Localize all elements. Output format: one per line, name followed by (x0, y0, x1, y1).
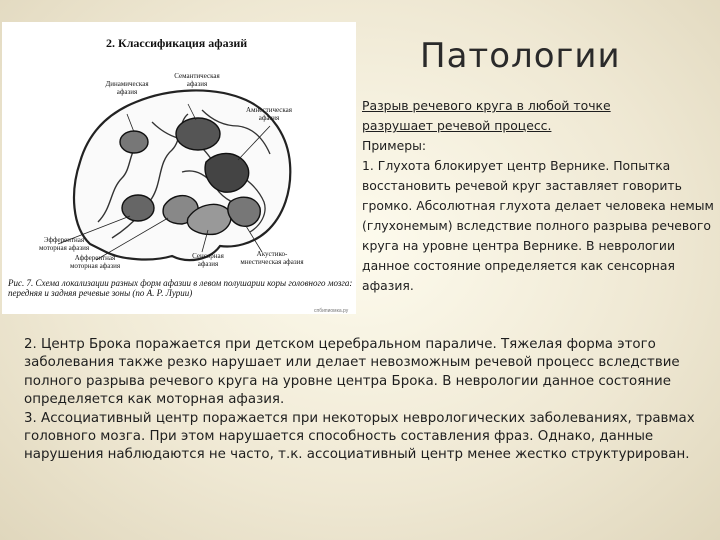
aphasia-figure (2, 22, 356, 314)
label-amnestic: Амнестическая афазия (246, 106, 292, 122)
intro-line-1: Разрыв речевого круга в любой точке (362, 98, 611, 113)
figure-caption: Рис. 7. Схема локализации разных форм афазии в левом полушарии коры головного мозга: передняя и задняя речевые зоны (по А. Р. Лурии) (8, 278, 353, 298)
label-efferent: Эфферентная моторная афазия (38, 236, 90, 252)
label-semantic: Семантическая афазия (174, 72, 220, 88)
figure-title: 2. Классификация афазий (106, 36, 248, 50)
intro-line-2: разрушает речевой процесс. (362, 118, 552, 133)
label-acoustic: Акустико-мнестическая афазия (240, 250, 304, 266)
label-sensory: Сенсорная афазия (192, 252, 224, 268)
item-1: 1. Глухота блокирует центр Вернике. Попытка восстановить речевой круг заставляет говорить громко. Абсолютная глухота делает человека немым (глухонемым) вследствие полного разрыва речевого круга на уровне центра Вернике. В неврологии данное состояние определяется как сенсорная афазия. (362, 158, 714, 293)
semantic-area (176, 118, 220, 150)
right-column (362, 96, 714, 296)
brain-diagram (2, 22, 356, 314)
label-dynamic: Динамическая афазия (105, 80, 149, 96)
item-2: 2. Центр Брока поражается при детском церебральном параличе. Тяжелая форма этого заболевания также резко нарушает или делает невозможным речевой процесс вследствие полного разрыва речевого круга на уровне центра Брока. В неврологии данное состояние определяется как моторная афазия. (24, 337, 680, 408)
slide-title: Патологии (420, 36, 621, 76)
figure-watermark: спбипиомка.ру (314, 308, 349, 314)
bottom-text (24, 336, 714, 465)
label-afferent: Афферентная моторная афазия (69, 254, 121, 270)
examples-label: Примеры: (362, 138, 427, 153)
dynamic-area (120, 131, 148, 153)
item-3: 3. Ассоциативный центр поражается при некоторых неврологических заболеваниях, травмах головного мозга. При этом нарушается способность составления фраз. Однако, данные нарушения наблюдаются не часто, т.к. ассоциативный центр менее жестко структурирован. (24, 410, 695, 463)
